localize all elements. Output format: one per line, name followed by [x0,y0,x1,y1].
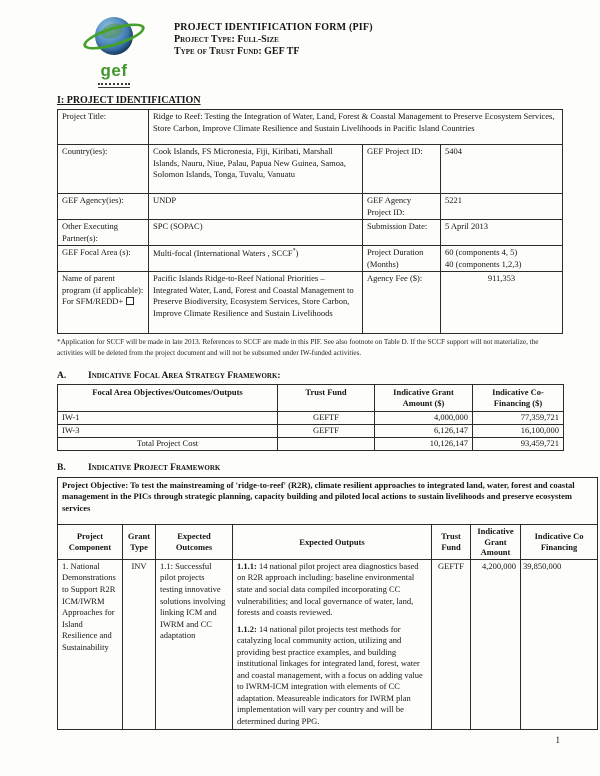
total-cofinancing-cell: 93,459,721 [473,437,564,450]
total-row [58,437,564,450]
fw-col-header-outputs: Expected Outputs [233,524,432,559]
fw-col-header-outcomes: Expected Outcomes [156,524,233,559]
table-row [58,411,564,424]
focal-col-header-trust-fund: Trust Fund [278,384,375,411]
submission-date-label: Submission Date: [363,220,441,246]
cofinancing-cell: 77,359,721 [473,411,564,424]
agency-fee-value: 911,353 [441,272,563,334]
project-type-line: Project Type: Full-Size [174,34,279,45]
fw-col-header-cofinancing: Indicative Co Financing [521,524,598,559]
gef-logo [84,14,144,88]
focal-area-label: GEF Focal Area (s): [58,246,149,272]
countries-label: Country(ies): [58,145,149,194]
fw-col-header-grant-type: Grant Type [123,524,156,559]
section-1-heading: I: PROJECT IDENTIFICATION [57,95,201,106]
gef-project-id-label: GEF Project ID: [363,145,441,194]
fw-col-header-trust-fund: Trust Fund [432,524,471,559]
header-titles [174,22,373,57]
section-b-letter: B. [57,462,66,473]
sccf-footnote: *Application for SCCF will be made in late 2013. References to SCCF are made in this PIF. See also footnote on Table D. If the SCCF support will not materialize, the activities will be deleted from the project document and will not be subsumed under IW-funded activities. [57,338,539,358]
gef-project-id-value: 5404 [441,145,563,194]
project-duration-value: 60 (components 4, 5) 40 (components 1,2,3) [441,246,563,272]
component-cell: 1. National Demonstrations to Support R2R ICM/IWRM Approaches for Island Resilience and Sustainability [58,559,123,729]
logo-dashed-underline [98,83,130,88]
gef-logo-text: gef [100,61,128,80]
table-row [58,559,598,729]
focal-col-header-objectives: Focal Area Objectives/Outcomes/Outputs [58,384,278,411]
fw-col-header-component: Project Component [58,524,123,559]
trust-fund-cell: GEFTF [432,559,471,729]
gef-agency-value: UNDP [149,194,363,220]
cofinancing-cell: 16,100,000 [473,424,564,437]
focal-objective-cell: IW-3 [58,424,278,437]
section-a-heading: A. Indicative Focal Area Strategy Framework: [57,370,281,381]
project-title-label: Project Title: [58,110,149,145]
empty-cell [278,437,375,450]
outputs-cell: 1.1.1: 14 national pilot project area diagnostics based on R2R approach including: baseline environmental state and social data compiled incorporating CC vulnerabilities; and local governance of water, land, forests and coasts reviewed. 1.1.2: 14 national pilot projects test methods for catalyzing local community action, utilizing and providing best practice examples, and building institutional linkages for integrated land, forest, water and coastal management, with a focus on adding value to IWRM-ICM integration with elements of CC adaptation. Measureable indicators for IWRM plan implementation will vary per country and will be determined during PPG. [233,559,432,729]
focal-col-header-cofinancing: Indicative Co-Financing ($) [473,384,564,411]
indicative-project-framework-table [57,477,598,730]
submission-date-value: 5 April 2013 [441,220,563,246]
agency-fee-label: Agency Fee ($): [363,272,441,334]
table-row [58,424,564,437]
focal-area-value: Multi-focal (International Waters , SCCF*) [149,246,363,272]
project-identification-table [57,109,563,334]
grant-amount-cell: 4,200,000 [471,559,521,729]
fw-col-header-grant-amount: Indicative Grant Amount [471,524,521,559]
parent-program-label: Name of parent program (if applicable): For SFM/REDD+ [58,272,149,334]
trust-fund-cell: GEFTF [278,411,375,424]
cofinancing-cell: 39,850,000 [521,559,598,729]
sccf-footnote-marker: * [292,248,296,255]
focal-area-strategy-table [57,384,564,451]
document-header [0,14,600,88]
focal-objective-cell: IW-1 [58,411,278,424]
executing-partners-label: Other Executing Partner(s): [58,220,149,246]
total-label-cell: Total Project Cost [58,437,278,450]
grant-amount-cell: 4,000,000 [375,411,473,424]
focal-col-header-grant: Indicative Grant Amount ($) [375,384,473,411]
project-title-value: Ridge to Reef: Testing the Integration of Water, Land, Forest & Coastal Management to Preserve Ecosystem Services, Store Carbon, Improve Climate Resilience and Sustain Livelihoods in Pacific Island Countries [149,110,563,145]
project-objective-cell: Project Objective: To test the mainstreaming of 'ridge-to-reef' (R2R), climate resilient approaches to integrated land, water, forest and coastal management in the PICs through strategic planning, capacity building and piloted local actions to sustain livelihoods and preserve ecosystem services [58,477,598,524]
agency-project-id-label: GEF Agency Project ID: [363,194,441,220]
grant-type-cell: INV [123,559,156,729]
form-title: PROJECT IDENTIFICATION FORM (PIF) [174,22,373,33]
sfm-redd-checkbox[interactable] [126,297,134,305]
trust-fund-line: Type of Trust Fund: GEF TF [174,46,300,57]
executing-partners-value: SPC (SOPAC) [149,220,363,246]
total-grant-cell: 10,126,147 [375,437,473,450]
grant-amount-cell: 6,126,147 [375,424,473,437]
section-a-letter: A. [57,370,67,381]
section-b-heading: B. Indicative Project Framework [57,462,221,473]
project-duration-label: Project Duration (Months) [363,246,441,272]
countries-value: Cook Islands, FS Micronesia, Fiji, Kiribati, Marshall Islands, Nauru, Niue, Palau, Papua New Guinea, Samoa, Solomon Islands, Tonga, Tuvalu, Vanuatu [149,145,363,194]
parent-program-value: Pacific Islands Ridge-to-Reef National Priorities – Integrated Water, Land, Forest and Coastal Management to Preserve Biodiversity, Ecosystem Services, Store Carbon, Improve Climate Resilience and Sustain Livelihoods [149,272,363,334]
trust-fund-cell: GEFTF [278,424,375,437]
outcomes-cell: 1.1: Successful pilot projects testing innovative solutions involving linking ICM and IWRM and CC adaptation [156,559,233,729]
agency-project-id-value: 5221 [441,194,563,220]
page-number: 1 [555,735,560,745]
gef-agency-label: GEF Agency(ies): [58,194,149,220]
gef-globe-icon [84,14,144,60]
